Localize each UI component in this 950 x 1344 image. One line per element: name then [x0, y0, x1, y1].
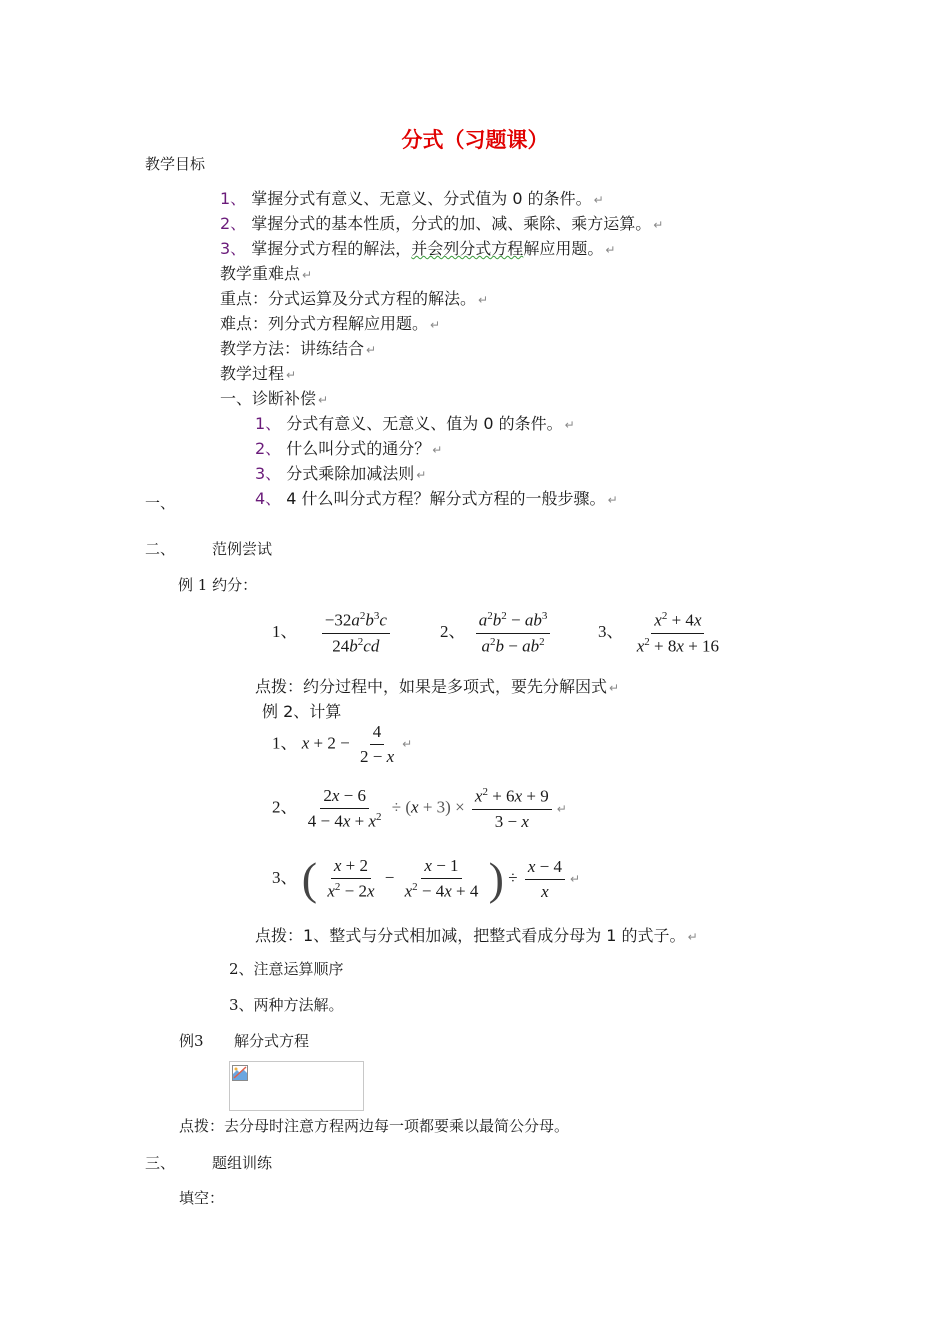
section1-title [220, 386, 328, 409]
example1-item-1-num: 1、 [272, 622, 298, 642]
section1-item-3 [255, 461, 426, 484]
difficult-point-text: 难点：列分式方程解应用题。 [220, 314, 429, 333]
return-mark: ↵ [556, 801, 567, 816]
return-mark: ↵ [569, 871, 581, 886]
return-mark: ↵ [653, 218, 664, 232]
broken-image-icon [232, 1065, 248, 1081]
key-point-text: 重点：分式运算及分式方程的解法。 [220, 289, 477, 308]
example2-item-1-num: 1、 [272, 733, 298, 753]
return-mark: ↵ [478, 293, 489, 307]
fraction: $\frac{x + 2}{x^2 - 2x}$ [327, 856, 375, 901]
return-mark: ↵ [286, 368, 297, 382]
objective-3 [220, 236, 615, 259]
example1-item-2-num: 2、 [440, 622, 466, 642]
fraction: $\frac{x^2 + 4x}{x^2 + 8x + 16}$ [636, 610, 720, 656]
fraction: $\frac{a^2b^2 - ab^3}{a^2b - ab^2}$ [476, 610, 551, 656]
objective-2-text: 掌握分式的基本性质，分式的加、减、乘除、乘方运算。 [251, 214, 652, 233]
broken-image-placeholder [229, 1061, 364, 1111]
teaching-method [220, 336, 376, 359]
section1-item-4-text: 4 什么叫分式方程？解分式方程的一般步骤。 [286, 489, 606, 508]
objectives-heading: 教学目标 [145, 155, 206, 173]
objective-2-num: 2、 [220, 214, 247, 233]
section1-item-1 [255, 411, 575, 434]
section1-item-4 [255, 486, 618, 509]
return-mark: ↵ [366, 343, 377, 357]
fraction: $\frac{2x - 6}{4 - 4x + x^2}$ [307, 786, 382, 831]
example2-item-2: 2、 $\frac{2x - 6}{4 - 4x + x^2}$ ÷ (x + 3) × $\frac{x^2 + 6x + 9}{3 - x}$ ↵ [272, 786, 567, 831]
fill-blank-label: 填空： [179, 1189, 225, 1207]
section1-item-3-text: 分式乘除加减法则 [286, 464, 415, 483]
fraction: $\frac{4}{2 - x}$ [359, 722, 395, 766]
section1-title-text: 一、诊断补偿 [220, 389, 317, 408]
example2-label: 例 2、计算 [262, 702, 342, 721]
fraction: $\frac{x^2 + 6x + 9}{3 - x}$ [472, 786, 552, 832]
objective-1-num: 1、 [220, 189, 247, 208]
teaching-method-text: 教学方法：讲练结合 [220, 339, 365, 358]
hint2-line-1 [255, 923, 698, 946]
section3-num: 三、 [145, 1154, 176, 1172]
example1-item-3 [598, 610, 725, 656]
objective-3-text-a: 掌握分式方程的解法， [251, 239, 412, 258]
stray-list-marker: 一、 [145, 494, 176, 512]
return-mark: ↵ [564, 418, 575, 432]
difficult-point [220, 311, 440, 334]
objective-2 [220, 211, 663, 234]
hint3: 点拨：去分母时注意方程两边每一项都要乘以最简公分母。 [179, 1117, 570, 1135]
fraction: $\frac{x - 4}{x}$ [525, 857, 565, 902]
return-mark: ↵ [609, 681, 620, 695]
return-mark: ↵ [302, 268, 313, 282]
return-mark: ↵ [687, 930, 698, 944]
return-mark: ↵ [430, 318, 441, 332]
return-mark: ↵ [416, 468, 427, 482]
example1-item-2 [440, 610, 553, 656]
hint1-text: 点拨：约分过程中，如果是多项式，要先分解因式 [255, 677, 608, 696]
return-mark: ↵ [607, 493, 618, 507]
return-mark: ↵ [605, 243, 616, 257]
hint2-item-1: 1、整式与分式相加减，把整式看成分母为 1 的式子。 [303, 926, 686, 945]
objective-1 [220, 186, 604, 209]
example2-item-2-num: 2、 [272, 797, 298, 817]
example3-title: 解分式方程 [234, 1032, 310, 1050]
process-heading [220, 361, 296, 384]
key-point [220, 286, 488, 309]
section1-item-1-text: 分式有意义、无意义、值为 0 的条件。 [286, 414, 563, 433]
return-mark: ↵ [593, 193, 604, 207]
section2-title: 范例尝试 [212, 540, 273, 558]
hint1 [255, 674, 619, 697]
section1-item-1-num: 1、 [255, 414, 282, 433]
objective-3-num: 3、 [220, 239, 247, 258]
process-heading-text: 教学过程 [220, 364, 285, 383]
return-mark: ↵ [402, 737, 413, 752]
example2-item-3: 3、 ( $\frac{x + 2}{x^2 - 2x}$ − $\frac{x - 1}{x^2 - 4x + 4}$ ) ÷ $\frac{x - 4}{x}$ ↵ [272, 853, 581, 904]
return-mark: ↵ [318, 393, 329, 407]
section3-title: 题组训练 [212, 1154, 273, 1172]
example1-label: 例 1 约分： [178, 576, 258, 594]
key-difficult-heading [220, 261, 312, 284]
objective-1-text: 掌握分式有意义、无意义、分式值为 0 的条件。 [251, 189, 592, 208]
hint2-prefix: 点拨： [255, 926, 304, 945]
example2-item-3-num: 3、 [272, 867, 298, 887]
section1-item-2-num: 2、 [255, 439, 282, 458]
objective-3-text-wavy: 并会列分式方程 [411, 239, 524, 258]
hint2-item-3: 3、两种方法解。 [229, 996, 344, 1014]
hint2-item-2: 2、注意运算顺序 [229, 960, 344, 978]
section1-item-2 [255, 436, 442, 459]
key-difficult-heading-text: 教学重难点 [220, 264, 301, 283]
fraction: $\frac{x - 1}{x^2 - 4x + 4}$ [404, 856, 479, 901]
section1-item-4-num: 4、 [255, 489, 282, 508]
page-title: 分式（习题课） [401, 127, 549, 152]
objective-3-text-b: 解应用题。 [523, 239, 604, 258]
example3-num: 例3 [179, 1032, 204, 1050]
fraction: $\frac{-32a^2b^3c}{24b^2cd}$ [322, 610, 390, 656]
section2-num: 二、 [145, 540, 176, 558]
example2-item-1: 1、 x + 2 − $\frac{4}{2 - x}$ ↵ [272, 722, 413, 766]
section1-item-3-num: 3、 [255, 464, 282, 483]
example1-item-1 [272, 610, 393, 656]
section1-item-2-text: 什么叫分式的通分？ [286, 439, 431, 458]
return-mark: ↵ [432, 443, 443, 457]
example1-item-3-num: 3、 [598, 622, 624, 642]
